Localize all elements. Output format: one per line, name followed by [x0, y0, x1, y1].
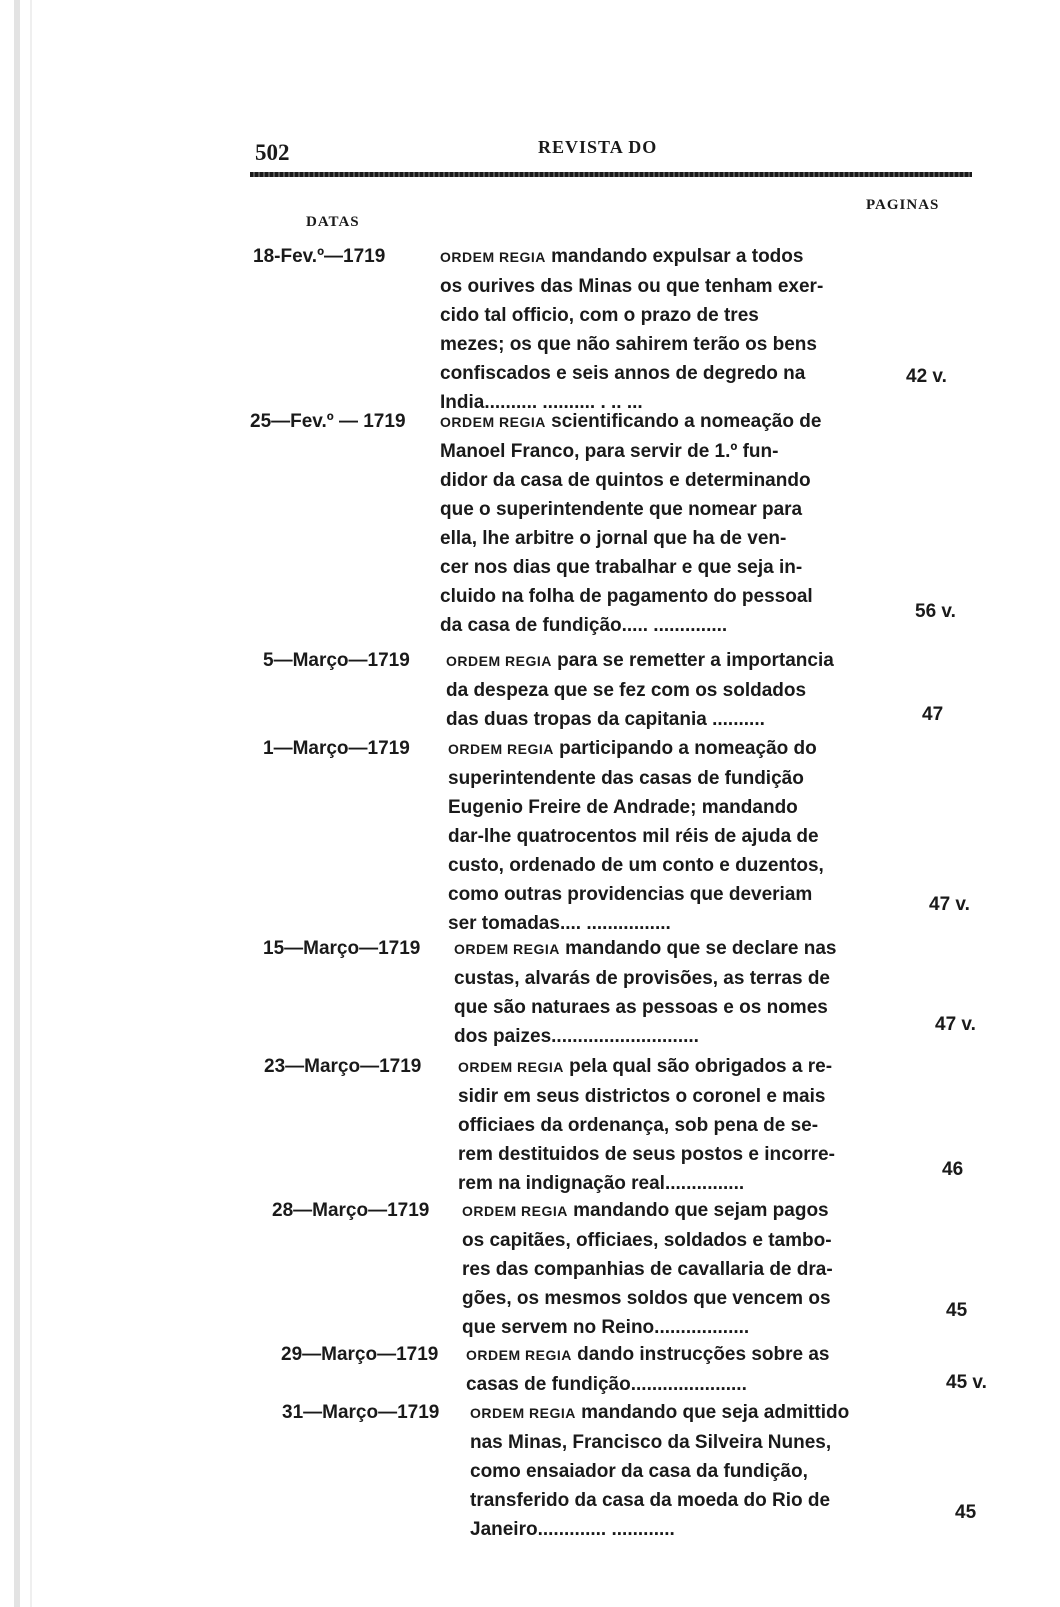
entry-line: mezes; os que não sahirem terão os bens: [440, 334, 817, 355]
page-number: 502: [255, 140, 290, 165]
entry-date: 31—Março—1719: [282, 1402, 440, 1423]
entry-keyword: ORDEM REGIA: [446, 653, 552, 669]
running-title: REVISTA DO: [538, 137, 658, 157]
entry-line: que servem no Reino..................: [462, 1317, 750, 1338]
entry-line: superintendente das casas de fundição: [448, 768, 804, 789]
entry-date: 15—Março—1719: [263, 938, 421, 959]
entry-date: 29—Março—1719: [281, 1344, 439, 1365]
entry-line: Janeiro............. ............: [470, 1519, 675, 1540]
entry-keyword: ORDEM REGIA: [440, 249, 546, 265]
column-header-pages: PAGINAS: [866, 197, 940, 213]
entry-keyword: ORDEM REGIA: [466, 1347, 572, 1363]
entry-line: transferido da casa da moeda do Rio de: [470, 1490, 831, 1511]
entry-line: das duas tropas da capitania ..........: [446, 709, 765, 730]
entry-keyword: ORDEM REGIA: [470, 1405, 576, 1421]
entry-page: 56 v.: [915, 601, 956, 622]
entry-line: Eugenio Freire de Andrade; mandando: [448, 797, 798, 818]
page-edge-shadow: [14, 0, 20, 1607]
entry-keyword: ORDEM REGIA: [448, 741, 554, 757]
column-header-dates: DATAS: [306, 214, 360, 230]
entry-page: 47 v.: [929, 894, 970, 915]
entry-date: 23—Março—1719: [264, 1056, 422, 1077]
entry-line: da despeza que se fez com os soldados: [446, 680, 807, 701]
entry-page: 45 v.: [946, 1372, 987, 1393]
entry-date: 25—Fev.º — 1719: [250, 411, 406, 432]
entry-line: cer nos dias que trabalhar e que seja in-: [440, 557, 803, 578]
entry-line: que são naturaes as pessoas e os nomes: [454, 997, 828, 1018]
entry-line: officiaes da ordenança, sob pena de se-: [458, 1115, 819, 1136]
entry-date: 28—Março—1719: [272, 1200, 430, 1221]
entry-page: 46: [942, 1159, 964, 1180]
entry-page: 45: [946, 1300, 968, 1321]
entry-text: ORDEM REGIA scientificando a nomeação de Manoel Franco, para servir de 1.º fun- didor da casa de quintos e determinando que o superintendente que nomear para ella, lhe arbitre o jornal que ha de ven- cer nos dias que trabalhar e que seja in- cluido na folha de pagamento do pessoal da casa de fundição..... ..............: [440, 407, 821, 640]
entry-text: ORDEM REGIA pela qual são obrigados a re- sidir em seus districtos o coronel e mais officiaes da ordenança, sob pena de se- rem destituidos de seus postos e incorre- rem na indignação real...............: [458, 1052, 835, 1198]
entry-line: confiscados e seis annos de degredo na: [440, 363, 806, 384]
entry-line: didor da casa de quintos e determinando: [440, 470, 811, 491]
entry-line: dar-lhe quatrocentos mil réis de ajuda de: [448, 826, 819, 847]
entry-text: ORDEM REGIA participando a nomeação do superintendente das casas de fundição Eugenio Freire de Andrade; mandando dar-lhe quatrocentos mil réis de ajuda de custo, ordenado de um conto e duzentos, como outras providencias que deveriam ser tomadas.... ................: [448, 734, 824, 938]
entry-line: nas Minas, Francisco da Silveira Nunes,: [470, 1432, 832, 1453]
entry-text: ORDEM REGIA dando instrucções sobre as casas de fundição......................: [466, 1340, 829, 1399]
entry-text: ORDEM REGIA mandando que sejam pagos os capitães, officiaes, soldados e tambo- res das companhias de cavallaria de dra- gões, os mesmos soldos que vencem os que servem no Reino..................: [462, 1196, 833, 1342]
entry-page: 47 v.: [935, 1014, 976, 1035]
entry-line: cido tal officio, com o prazo de tres: [440, 305, 759, 326]
entry-line: rem na indignação real...............: [458, 1173, 745, 1194]
entry-keyword: ORDEM REGIA: [454, 941, 560, 957]
entry-line: sidir em seus districtos o coronel e mais: [458, 1086, 826, 1107]
entry-text: ORDEM REGIA mandando que seja admittido nas Minas, Francisco da Silveira Nunes, como ensaiador da casa da fundição, transferido da casa da moeda do Rio de Janeiro............. ............: [470, 1398, 849, 1544]
entry-keyword: ORDEM REGIA: [440, 414, 546, 430]
entry-line: da casa de fundição..... ..............: [440, 615, 728, 636]
entry-line: casas de fundição......................: [466, 1374, 747, 1395]
entry-line: ella, lhe arbitre o jornal que ha de ven-: [440, 528, 787, 549]
entry-text: ORDEM REGIA mandando expulsar a todos os ourives das Minas ou que tenham exer- cido tal officio, com o prazo de tres mezes; os que não sahirem terão os bens confiscados e seis annos de degredo na India.......... .......... . .. ...: [440, 242, 823, 417]
entry-text: ORDEM REGIA para se remetter a importancia da despeza que se fez com os soldados das duas tropas da capitania ..........: [446, 646, 834, 734]
entry-line: cluido na folha de pagamento do pessoal: [440, 586, 813, 607]
entry-line: que o superintendente que nomear para: [440, 499, 803, 520]
entry-page: 45: [955, 1502, 977, 1523]
entry-date: 5—Março—1719: [263, 650, 410, 671]
entry-keyword: ORDEM REGIA: [458, 1059, 564, 1075]
entry-line: dos paizes............................: [454, 1026, 699, 1047]
entry-line: gões, os mesmos soldos que vencem os: [462, 1288, 831, 1309]
header-rule: [250, 172, 972, 177]
entry-keyword: ORDEM REGIA: [462, 1203, 568, 1219]
entry-line: os ourives das Minas ou que tenham exer-: [440, 276, 824, 297]
entry-page: 47: [922, 704, 944, 725]
page-edge-line: [30, 0, 32, 1607]
entry-page: 42 v.: [906, 366, 947, 387]
entry-line: India.......... .......... . .. ...: [440, 392, 643, 413]
entry-line: Manoel Franco, para servir de 1.º fun-: [440, 441, 779, 462]
entry-date: 18-Fev.º—1719: [253, 246, 386, 267]
entry-line: custas, alvarás de provisões, as terras de: [454, 968, 830, 989]
entry-date: 1—Março—1719: [263, 738, 410, 759]
entry-line: custo, ordenado de um conto e duzentos,: [448, 855, 824, 876]
entry-text: ORDEM REGIA mandando que se declare nas custas, alvarás de provisões, as terras de que são naturaes as pessoas e os nomes dos paizes............................: [454, 934, 837, 1051]
entry-line: como outras providencias que deveriam: [448, 884, 813, 905]
entry-line: rem destituidos de seus postos e incorre-: [458, 1144, 835, 1165]
entry-line: os capitães, officiaes, soldados e tambo-: [462, 1230, 832, 1251]
entry-line: como ensaiador da casa da fundição,: [470, 1461, 808, 1482]
entry-line: res das companhias de cavallaria de dra-: [462, 1259, 833, 1280]
entry-line: ser tomadas.... ................: [448, 913, 671, 934]
